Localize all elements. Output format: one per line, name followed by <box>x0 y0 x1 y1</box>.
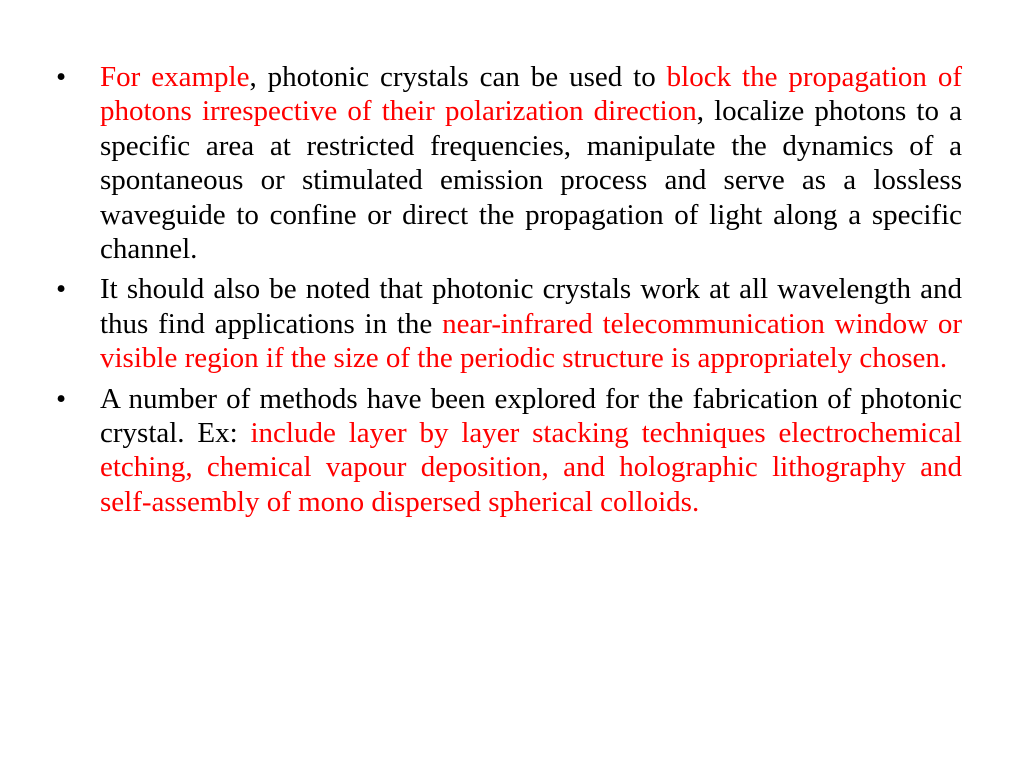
bullet-icon: • <box>56 61 67 93</box>
bullet-icon: • <box>56 382 67 415</box>
body-text: A number of methods have been explored for the fabrication of photonic crystal. Ex: <box>100 382 962 450</box>
highlight-text: include layer by layer stacking techniques electrochemical etching, chemical vapour deposition, and holographic lithography and self-assembly of mono dispersed spherical colloids. <box>100 417 962 518</box>
highlight-text: For example <box>100 61 250 93</box>
bullet-icon: • <box>56 273 67 306</box>
slide-content <box>56 60 962 525</box>
body-text: , photonic crystals can be used to <box>249 61 667 93</box>
bullet-item-3 <box>56 382 962 520</box>
highlight-text: block the propagation of photons irrespective of their polarization direction <box>100 61 963 128</box>
bullet-list <box>56 60 962 519</box>
body-text: It should also be noted that photonic crystals work at all wavelength and thus find applications in the <box>100 273 962 340</box>
body-text: , localize photons to a specific area at restricted frequencies, manipulate the dynamics of a spontaneous or stimulated emission process and serve as a lossless waveguide to confine or direct the propagation of light along a specific channel. <box>100 95 962 266</box>
bullet-item-1 <box>56 60 962 266</box>
bullet-item-2 <box>56 272 962 375</box>
highlight-text: near-infrared telecommunication window or visible region if the size of the periodic structure is appropriately chosen. <box>100 307 963 375</box>
